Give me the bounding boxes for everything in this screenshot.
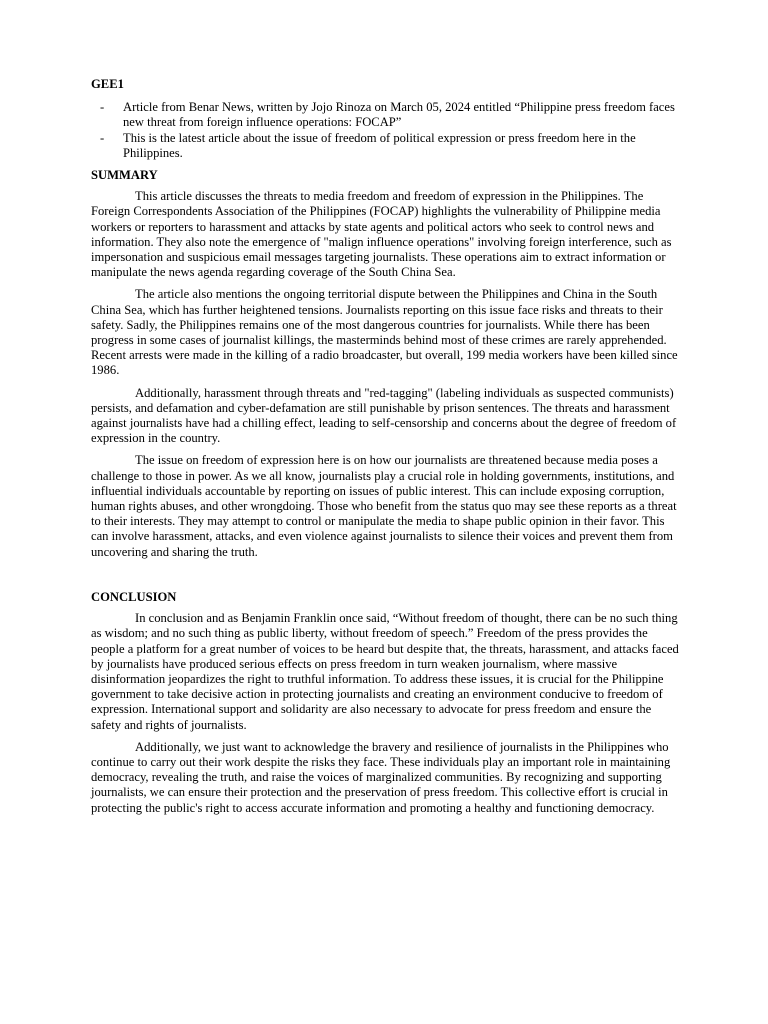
list-item <box>91 100 681 130</box>
summary-paragraph: The issue on freedom of expression here is on how our journalists are threatened because media poses a challenge to those in power. As we all know, journalists play a crucial role in holding governments, institutions, and influential individuals accountable by reporting on issues of public interest. This can include exposing corruption, human rights abuses, and other wrongdoing. Those who benefit from the status quo may see these reports as a threat to their interests. They may attempt to control or manipulate the media to shape public opinion in their favor. This can involve harassment, attacks, and even violence against journalists to silence their voices and prevent them from uncovering and sharing the truth. <box>91 453 677 559</box>
bullet-marker: - <box>100 130 105 145</box>
conclusion-paragraph: Additionally, we just want to acknowledge the bravery and resilience of journalists in the Philippines who continue to carry out their work despite the risks they face. These individuals play an important role in maintaining democracy, revealing the truth, and raise the voices of marginalized communities. By recognizing and supporting journalists, we can ensure their protection and the preservation of press freedom. This collective effort is crucial in protecting the public's right to access accurate information and promoting a healthy and functioning democracy. <box>91 739 671 815</box>
summary-paragraph: The article also mentions the ongoing territorial dispute between the Philippines and China in the South China Sea, which has further heightened tensions. Journalists reporting on this issue face risks and threats to their safety. Sadly, the Philippines remains one of the most dangerous countries for journalists. While there has been progress in some cases of journalist killings, the masterminds behind most of these crimes are rarely apprehended. Recent arrests were made in the killing of a radio broadcaster, but overall, 199 media workers have been killed since 1986. <box>91 287 678 378</box>
bullet-marker: - <box>100 100 105 115</box>
summary-heading: SUMMARY <box>91 168 158 183</box>
document-heading: GEE1 <box>91 77 124 91</box>
bullet-text: This is the latest article about the issue of freedom of political expression or press freedom here in the Philippines. <box>123 130 636 160</box>
summary-paragraph: This article discusses the threats to media freedom and freedom of expression in the Philippines. The Foreign Correspondents Association of the Philippines (FOCAP) highlights the vulnerability of Philippine media workers or reporters to harassment and attacks by state agents and political actors who seek to control news and information. They also note the emergence of "malign influence operations" involving foreign interference, such as impersonation and suspicious email messages targeting journalists. These operations aim to extract information or manipulate the news agenda regarding coverage of the South China Sea. <box>91 189 672 280</box>
summary-paragraph: Additionally, harassment through threats and "red-tagging" (labeling individuals as suspected communists) persists, and defamation and cyber-defamation are still punishable by prison sentences. The threats and harassment against journalists have had a chilling effect, leading to self-censorship and concerns about the degree of freedom of expression in the country. <box>91 385 677 446</box>
conclusion-heading: CONCLUSION <box>91 589 177 604</box>
bullet-text: Article from Benar News, written by Jojo Rinoza on March 05, 2024 entitled “Philippine press freedom faces new threat from foreign influence operations: FOCAP” <box>123 100 675 130</box>
bullet-list <box>91 100 681 161</box>
conclusion-paragraph: In conclusion and as Benjamin Franklin once said, “Without freedom of thought, there can be no such thing as wisdom; and no such thing as public liberty, without freedom of speech.” Freedom of the press provides the people a platform for a great number of voices to be heard but despite that, the threats, harassment, and attacks faced by journalists have produced serious effects on press freedom in turn weaken journalism, where massive disinformation jeopardizes the right to truthful information. To address these issues, it is crucial for the Philippine government to take decisive action in protecting journalists and creating an environment conducive to freedom of expression. International support and solidarity are also necessary to advocate for press freedom and ensure the safety and rights of journalists. <box>91 611 679 732</box>
document-body <box>91 77 681 823</box>
list-item <box>91 131 681 161</box>
